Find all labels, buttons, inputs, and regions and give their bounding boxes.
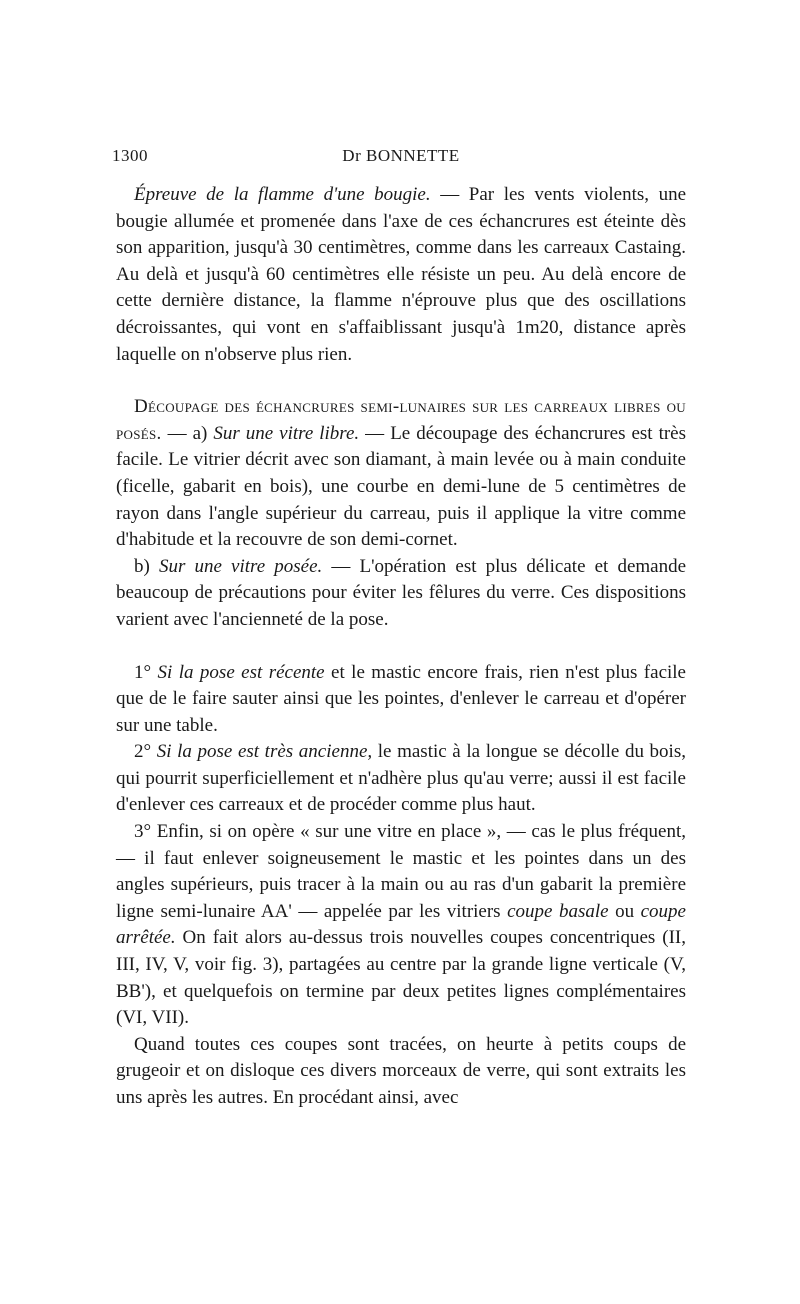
body-text	[116, 182, 686, 1112]
paragraph-text: Par les vents violents, une bougie allumée et promenée dans l'axe de ces échancrures est éteinte dès son apparition, jusqu'à 30 centimètres, comme dans les carreaux Castaing. Au delà et jusqu'à 60 centimètres elle résiste un peu. Au delà encore de cette dernière distance, la flamme n'éprouve plus que des oscillations décroissantes, qui vont en s'affaiblissant jusqu'à 1m20, distance après laquelle on n'observe plus rien.	[116, 184, 687, 365]
case-title: Si la pose est récente	[157, 661, 325, 683]
paragraph-pane-in-place: 3° Enfin, si on opère « sur une vitre en place », — cas le plus fréquent, — il faut enlever soigneusement le mastic et les pointes dans un des angles supérieurs, puis tracer à la main ou au ras d'un gabarit la première ligne semi-lunaire AA' — appelée par les vitriers coupe basale ou coupe arrêtée. On fait alors au-dessus trois nouvelles coupes concentriques (II, III, IV, V, voir fig. 3), partagées au centre par la grande ligne verticale (V, BB'), et quelquefois on termine par deux petites lignes complémentaires (VI, VII).	[116, 821, 686, 1029]
term-stopped-cut: coupe arrêtée.	[116, 900, 686, 949]
running-head-author: Dr BONNETTE	[342, 146, 460, 165]
paragraph-text: Le découpage des échancrures est très facile. Le vitrier décrit avec son diamant, à main levée ou à main conduite (ficelle, gabarit en bois), une courbe en demi-lune de 5 centimètres de rayon dans l'angle supérieur du carreau, puis il applique la vitre comme d'habitude et la recouvre de son demi-cornet.	[116, 422, 687, 551]
paragraph-title: Épreuve de la flamme d'une bougie.	[134, 184, 431, 205]
paragraph-old-pose: 2° Si la pose est très ancienne, le mastic à la longue se décolle du bois, qui pourrit superficiellement et n'adhère plus qu'au verre; aussi il est facile d'enlever ces carreaux et de procéder comme plus haut.	[116, 741, 686, 816]
paragraph-final	[116, 1032, 686, 1112]
paragraph-posed-pane: b) Sur une vitre posée. — L'opération est plus délicate et demande beaucoup de précautions pour éviter les fêlures du verre. Ces dispositions varient avec l'ancienneté de la pose.	[116, 555, 687, 630]
running-head	[112, 146, 686, 170]
case-title: Si la pose est très ancienne,	[156, 741, 373, 763]
subheading-a: Sur une vitre libre.	[213, 422, 360, 444]
page-number: 1300	[112, 146, 148, 165]
section-heading: Découpage des échancrures semi-lunaires sur les carreaux libres ou posés.	[116, 396, 686, 444]
paragraph-recent-pose: 1° Si la pose est récente et le mastic encore frais, rien n'est plus facile que de le faire sauter ainsi que les pointes, d'enlever le carreau et d'opérer sur une table.	[116, 661, 686, 736]
book-page	[112, 146, 687, 1112]
subheading-b: Sur une vitre posée.	[158, 555, 323, 577]
paragraph-text: le mastic à la longue se décolle du bois, qui pourrit superficiellement et n'adhère plus qu'au verre; aussi il est facile d'enlever ces carreaux et de procéder comme plus haut.	[116, 741, 686, 816]
paragraph-text: Quand toutes ces coupes sont tracées, on heurte à petits coups de grugeoir et on disloque ces divers morceaux de verre, qui sont extraits les uns après les autres. En procédant ainsi, avec	[116, 1033, 686, 1108]
paragraph-text: L'opération est plus délicate et demande beaucoup de précautions pour éviter les fêlures du verre. Ces dispositions varient avec l'ancienneté de la pose.	[116, 555, 687, 630]
paragraph-text: et le mastic encore frais, rien n'est plus facile que de le faire sauter ainsi que les pointes, d'enlever le carreau et d'opérer sur une table.	[116, 661, 686, 736]
term-basal-cut: coupe basale	[507, 900, 609, 922]
paragraph-cutting: Découpage des échancrures semi-lunaires sur les carreaux libres ou posés. — a) Sur une vitre libre. — Le découpage des échancrures est très facile. Le vitrier décrit avec son diamant, à main levée ou à main conduite (ficelle, gabarit en bois), une courbe en demi-lune de 5 centimètres de rayon dans l'angle supérieur du carreau, puis il applique la vitre comme d'habitude et la recouvre de son demi-cornet.	[116, 396, 687, 551]
paragraph-flame-test: Épreuve de la flamme d'une bougie. — Par les vents violents, une bougie allumée et promenée dans l'axe de ces échancrures est éteinte dès son apparition, jusqu'à 30 centimètres, comme dans les carreaux Castaing. Au delà et jusqu'à 60 centimètres elle résiste un peu. Au delà encore de cette dernière distance, la flamme n'éprouve plus que des oscillations décroissantes, qui vont en s'affaiblissant jusqu'à 1m20, distance après laquelle on n'observe plus rien.	[116, 184, 687, 365]
